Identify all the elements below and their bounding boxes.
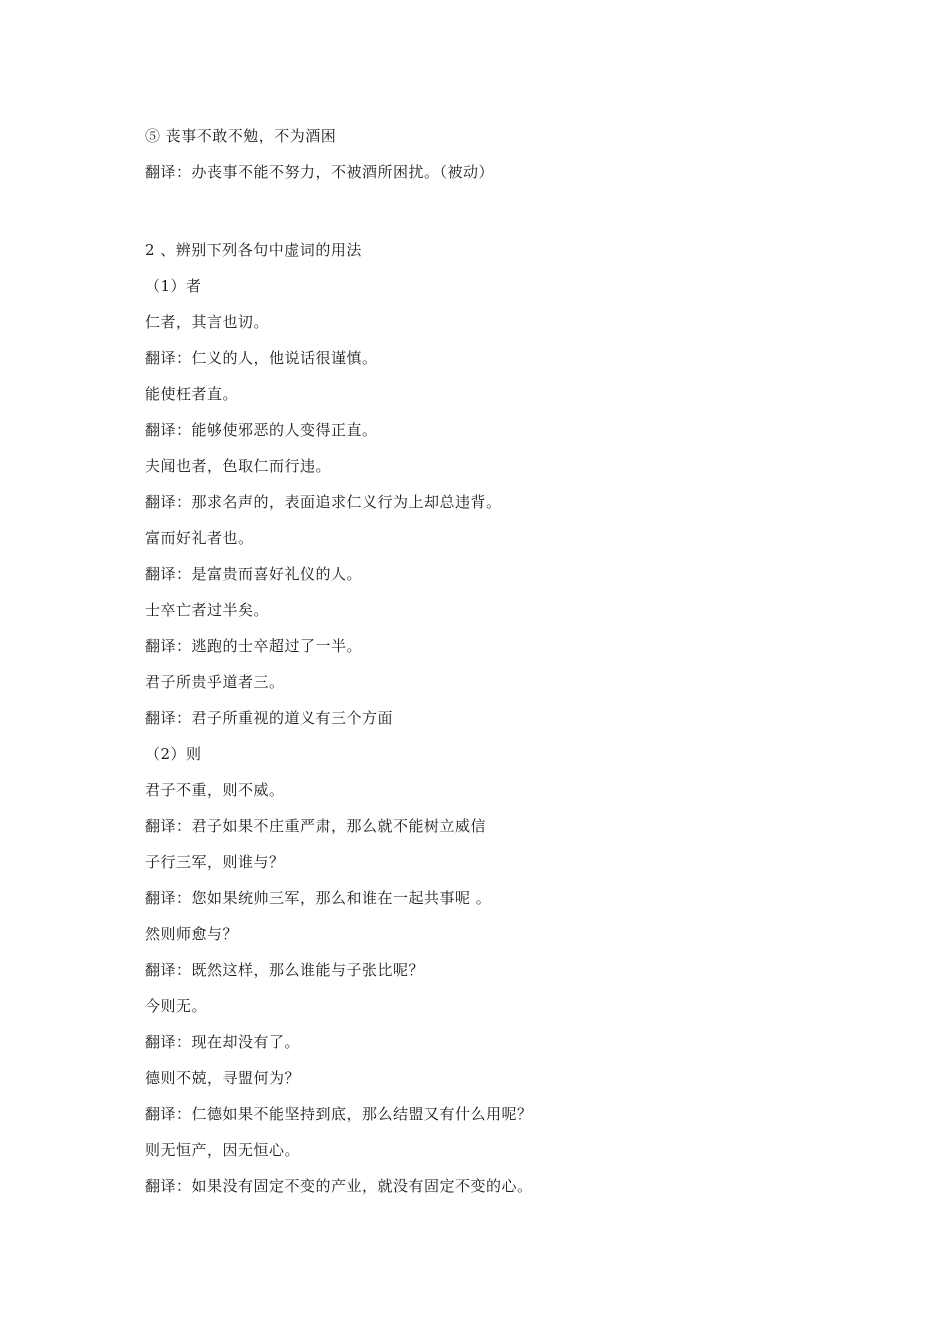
ze-line: 今则无。	[145, 997, 208, 1015]
zhe-line: 翻译：逃跑的士卒超过了一半。	[145, 637, 363, 655]
zhe-line: 富而好礼者也。	[145, 529, 254, 547]
ze-line: 翻译：如果没有固定不变的产业，就没有固定不变的心。	[145, 1177, 533, 1195]
zhe-line: 翻译：仁义的人，他说话很谨慎。	[145, 349, 378, 367]
ze-line: 翻译：君子如果不庄重严肃，那么就不能树立威信	[145, 817, 487, 835]
zhe-line: 夫闻也者，色取仁而行违。	[145, 457, 332, 475]
zhe-line: 翻译：是富贵而喜好礼仪的人。	[145, 565, 363, 583]
zhe-line: 士卒亡者过半矣。	[145, 601, 270, 619]
zhe-line: 仁者，其言也讱。	[145, 313, 270, 331]
item5-sentence: ⑤ 丧事不敢不勉，不为酒困	[145, 127, 337, 145]
ze-line: 君子不重，则不威。	[145, 781, 285, 799]
ze-line: 德则不兢，寻盟何为？	[145, 1069, 301, 1087]
ze-line: 然则师愈与？	[145, 925, 239, 943]
zhe-line: 翻译：君子所重视的道义有三个方面	[145, 709, 394, 727]
item5-translation: 翻译：办丧事不能不努力，不被酒所困扰。（被动）	[145, 163, 495, 181]
ze-label: （2）则	[145, 745, 202, 763]
ze-line: 子行三军，则谁与？	[145, 853, 285, 871]
ze-line: 翻译：仁德如果不能坚持到底，那么结盟又有什么用呢？	[145, 1105, 533, 1123]
ze-line: 则无恒产，因无恒心。	[145, 1141, 301, 1159]
zhe-line: 翻译：能够使邪恶的人变得正直。	[145, 421, 378, 439]
section2-heading: 2 、辨别下列各句中虚词的用法	[145, 241, 362, 259]
zhe-label: （1）者	[145, 277, 202, 295]
ze-line: 翻译：现在却没有了。	[145, 1033, 301, 1051]
ze-line: 翻译：您如果统帅三军，那么和谁在一起共事呢 。	[145, 889, 492, 907]
zhe-line: 君子所贵乎道者三。	[145, 673, 285, 691]
zhe-line: 翻译：那求名声的，表面追求仁义行为上却总违背。	[145, 493, 502, 511]
ze-line: 翻译：既然这样，那么谁能与子张比呢？	[145, 961, 425, 979]
zhe-line: 能使枉者直。	[145, 385, 239, 403]
